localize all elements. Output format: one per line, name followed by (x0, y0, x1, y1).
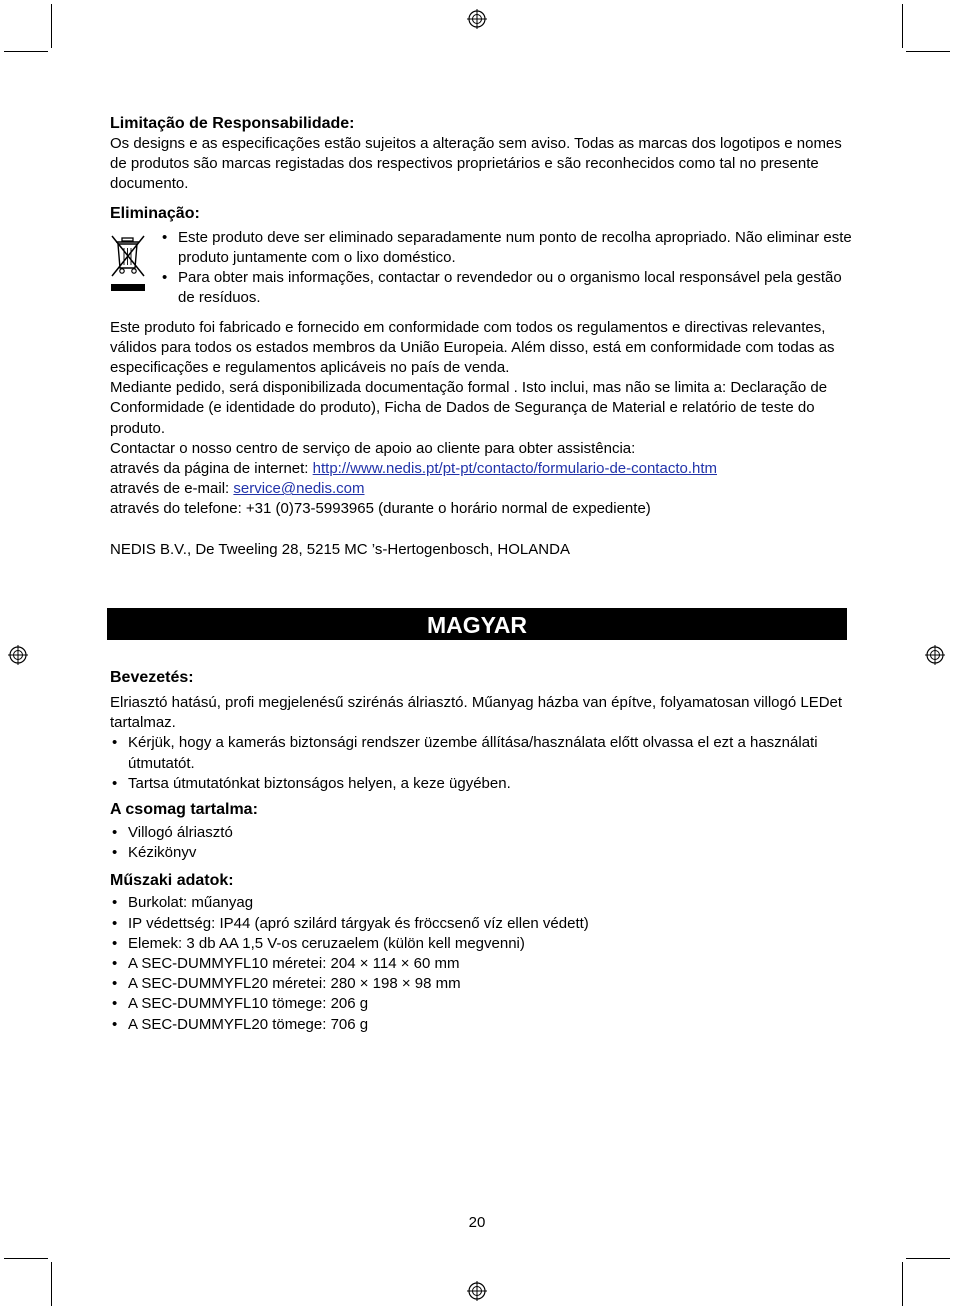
intro-list (110, 733, 850, 794)
package-list (110, 823, 850, 863)
disposal-block (110, 228, 850, 308)
crop-mark-bottom-right-v (902, 1262, 903, 1306)
registration-mark-icon (8, 645, 28, 665)
contact-email-link[interactable]: service@nedis.com (233, 480, 365, 498)
limitation-heading: Limitação de Responsabilidade: (110, 115, 355, 132)
list-item: • Villogó álriasztó (110, 823, 850, 843)
company-address: NEDIS B.V., De Tweeling 28, 5215 MC ’s-Hertogenbosch, HOLANDA (110, 540, 570, 558)
crop-mark-top-right-v (902, 4, 903, 48)
registration-mark-icon (467, 9, 487, 29)
list-item: • A SEC-DUMMYFL20 méretei: 280 × 198 × 98 mm (110, 974, 850, 994)
package-heading: A csomag tartalma: (110, 801, 258, 819)
documentation-paragraph: Mediante pedido, será disponibilizada documentação formal . Isto inclui, mas não se limita a: Declaração de Conformidade (e identidade do produto), Ficha de Dados de Segurança de Material e relatório de teste do produto. (110, 379, 828, 437)
intro-heading: Bevezetés: (110, 669, 194, 686)
list-item: • A SEC-DUMMYFL10 tömege: 206 g (110, 994, 850, 1014)
list-item: • Para obter mais informações, contactar o revendedor ou o organismo local responsável pela gestão de resíduos. (160, 268, 852, 308)
conformity-paragraph: Este produto foi fabricado e fornecido em conformidade com todos os regulamentos e directivas relevantes, válidos para todos os estados membros da União Europeia. Além disso, está em conformidade com todas as especificações e regulamentos aplicáveis no país de venda. (110, 318, 835, 377)
language-banner: MAGYAR (107, 608, 847, 640)
contact-phone: através do telefone: +31 (0)73-5993965 (durante o horário normal de expediente) (110, 500, 651, 518)
web-label: através da página de internet: (110, 460, 313, 478)
specs-list (110, 893, 850, 1034)
crop-mark-top-left-v (51, 4, 52, 48)
registration-mark-icon (467, 1281, 487, 1301)
conformity-block (110, 318, 850, 560)
list-item: • Kérjük, hogy a kamerás biztonsági rendszer üzembe állítása/használata előtt olvassa el ezt a használati útmutatót. (110, 733, 850, 773)
intro-text: Elriasztó hatású, profi megjelenésű szirénás álriasztó. Műanyag házba van építve, folyamatosan villogó LEDet tartalmaz. (110, 694, 843, 732)
crop-mark-top-right-h (906, 51, 950, 52)
list-item: • IP védettség: IP44 (apró szilárd tárgyak és fröccsenő víz ellen védett) (110, 914, 850, 934)
portuguese-section (110, 114, 850, 560)
crop-mark-top-left-h (4, 51, 48, 52)
list-item: • Burkolat: műanyag (110, 893, 850, 913)
list-item: • Kézikönyv (110, 843, 850, 863)
hungarian-section (110, 668, 850, 1035)
contact-email (110, 479, 850, 499)
contact-web-link[interactable]: http://www.nedis.pt/pt-pt/contacto/formulario-de-contacto.htm (312, 460, 717, 478)
contact-web (110, 459, 850, 479)
email-label: através de e-mail: (110, 480, 234, 498)
crossed-out-wheelie-bin-icon (110, 234, 146, 294)
list-item: • Elemek: 3 db AA 1,5 V-os ceruzaelem (külön kell megvenni) (110, 934, 850, 954)
crop-mark-bottom-left-h (4, 1258, 48, 1259)
crop-mark-bottom-left-v (51, 1262, 52, 1306)
registration-mark-icon (925, 645, 945, 665)
list-item: • Este produto deve ser eliminado separadamente num ponto de recolha apropriado. Não eliminar este produto juntamente com o lixo doméstico. (160, 228, 852, 268)
list-item: • A SEC-DUMMYFL10 méretei: 204 × 114 × 60 mm (110, 954, 850, 974)
page-number: 20 (468, 1214, 486, 1231)
contact-intro: Contactar o nosso centro de serviço de apoio ao cliente para obter assistência: (110, 439, 636, 457)
disposal-heading: Eliminação: (110, 204, 200, 222)
limitation-text: Os designs e as especificações estão sujeitos a alteração sem aviso. Todas as marcas dos logotipos e nomes de produtos são marcas registadas dos respectivos proprietários e são reconhecidos como tal no presente documento. (110, 135, 842, 193)
disposal-list (160, 228, 852, 309)
list-item: • Tartsa útmutatónkat biztonságos helyen, a keze ügyében. (110, 774, 850, 794)
specs-heading: Műszaki adatok: (110, 872, 234, 890)
list-item: • A SEC-DUMMYFL20 tömege: 706 g (110, 1015, 850, 1035)
crop-mark-bottom-right-h (906, 1258, 950, 1259)
